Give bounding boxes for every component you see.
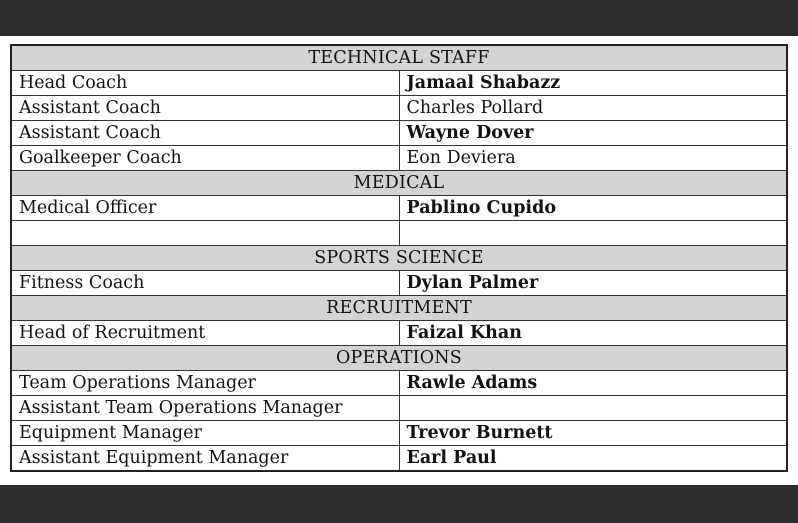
section-header-row [11, 171, 787, 196]
section-header-row [11, 346, 787, 371]
role-cell: Assistant Team Operations Manager [11, 396, 399, 421]
name-cell [399, 221, 787, 246]
name-cell: Dylan Palmer [399, 271, 787, 296]
table-row [11, 371, 787, 396]
name-cell: Trevor Burnett [399, 421, 787, 446]
staff-table-body [11, 45, 787, 471]
section-header-row [11, 45, 787, 71]
top-dark-bar [0, 0, 798, 36]
section-title: RECRUITMENT [11, 296, 787, 321]
name-cell: Rawle Adams [399, 371, 787, 396]
role-cell: Fitness Coach [11, 271, 399, 296]
table-row [11, 421, 787, 446]
name-cell: Earl Paul [399, 446, 787, 472]
name-cell: Charles Pollard [399, 96, 787, 121]
table-row [11, 446, 787, 472]
table-row [11, 321, 787, 346]
role-cell: Equipment Manager [11, 421, 399, 446]
bottom-dark-bar [0, 485, 798, 523]
role-cell: Head Coach [11, 71, 399, 96]
section-title: SPORTS SCIENCE [11, 246, 787, 271]
role-cell [11, 221, 399, 246]
role-cell: Medical Officer [11, 196, 399, 221]
role-cell: Assistant Coach [11, 121, 399, 146]
name-cell: Pablino Cupido [399, 196, 787, 221]
role-cell: Assistant Coach [11, 96, 399, 121]
table-row [11, 396, 787, 421]
name-cell: Faizal Khan [399, 321, 787, 346]
role-cell: Goalkeeper Coach [11, 146, 399, 171]
staff-table [10, 44, 788, 472]
section-header-row [11, 246, 787, 271]
table-row [11, 121, 787, 146]
table-row [11, 96, 787, 121]
table-row [11, 196, 787, 221]
role-cell: Head of Recruitment [11, 321, 399, 346]
table-row [11, 221, 787, 246]
name-cell: Wayne Dover [399, 121, 787, 146]
section-title: MEDICAL [11, 171, 787, 196]
section-title: TECHNICAL STAFF [11, 45, 787, 71]
table-row [11, 71, 787, 96]
name-cell [399, 396, 787, 421]
name-cell: Eon Deviera [399, 146, 787, 171]
section-header-row [11, 296, 787, 321]
name-cell: Jamaal Shabazz [399, 71, 787, 96]
table-row [11, 146, 787, 171]
section-title: OPERATIONS [11, 346, 787, 371]
role-cell: Team Operations Manager [11, 371, 399, 396]
table-row [11, 271, 787, 296]
document-page [0, 36, 798, 485]
role-cell: Assistant Equipment Manager [11, 446, 399, 472]
